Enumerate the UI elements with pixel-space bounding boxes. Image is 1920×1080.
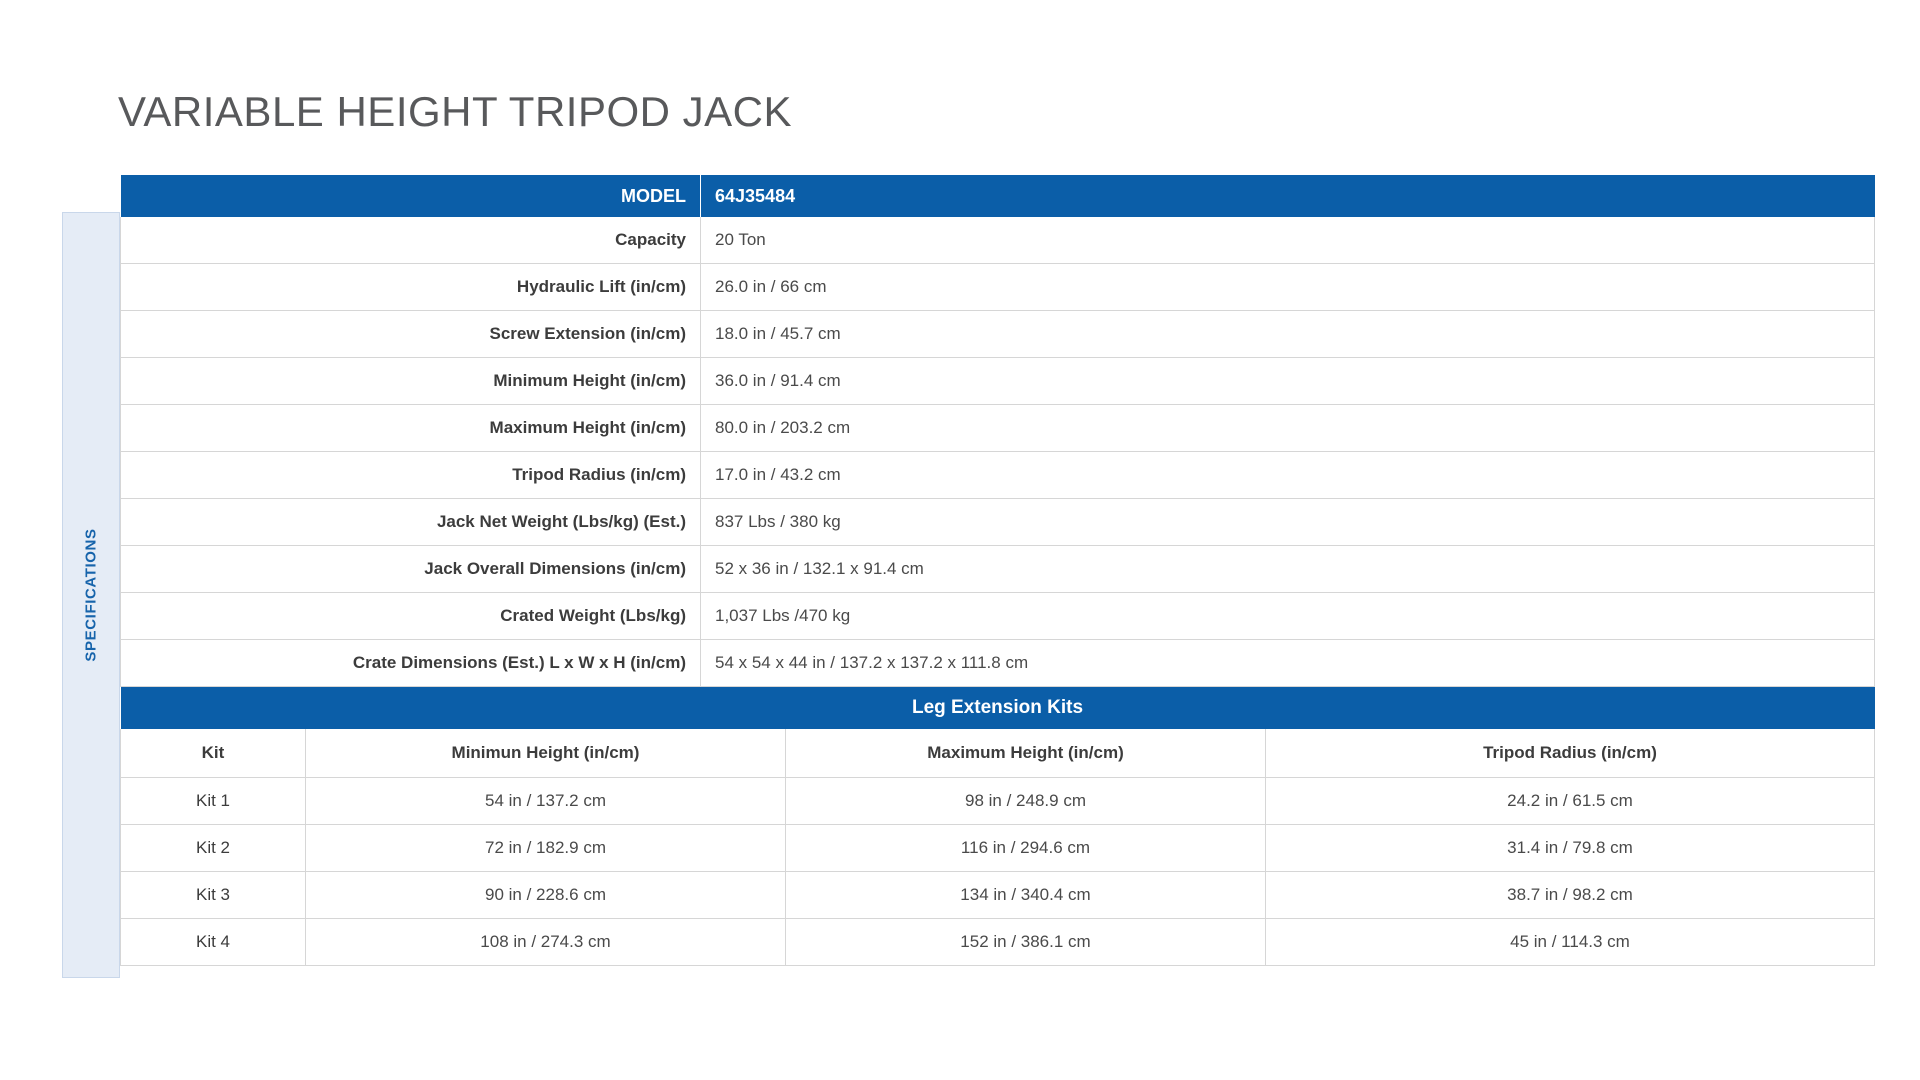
leg-extension-kits-header-row: [121, 687, 1875, 729]
kit-min-height: 72 in / 182.9 cm: [306, 825, 786, 872]
page-title: VARIABLE HEIGHT TRIPOD JACK: [118, 88, 792, 135]
table-row: [121, 872, 1875, 919]
kit-max-height: 134 in / 340.4 cm: [786, 872, 1266, 919]
kit-name: Kit 1: [121, 778, 306, 825]
kits-column-header-row: [121, 729, 1875, 778]
specifications-table-wrapper: [120, 175, 1875, 966]
spec-label: Tripod Radius (in/cm): [121, 452, 701, 499]
kit-tripod-radius: 31.4 in / 79.8 cm: [1266, 825, 1875, 872]
table-row: [121, 640, 1875, 687]
spec-value: 1,037 Lbs /470 kg: [701, 593, 1875, 640]
kit-max-height: 116 in / 294.6 cm: [786, 825, 1266, 872]
spec-label: Jack Net Weight (Lbs/kg) (Est.): [121, 499, 701, 546]
kit-name: Kit 3: [121, 872, 306, 919]
kit-name: Kit 2: [121, 825, 306, 872]
spec-value: 52 x 36 in / 132.1 x 91.4 cm: [701, 546, 1875, 593]
table-row: [121, 311, 1875, 358]
column-header-kit: Kit: [121, 729, 306, 778]
model-value: 64J35484: [701, 175, 1875, 217]
kit-name: Kit 4: [121, 919, 306, 966]
model-label: MODEL: [121, 175, 701, 217]
kit-tripod-radius: 45 in / 114.3 cm: [1266, 919, 1875, 966]
table-row: [121, 778, 1875, 825]
spec-value: 18.0 in / 45.7 cm: [701, 311, 1875, 358]
spec-label: Jack Overall Dimensions (in/cm): [121, 546, 701, 593]
table-row: [121, 825, 1875, 872]
spec-value: 20 Ton: [701, 217, 1875, 264]
table-row: [121, 217, 1875, 264]
kit-max-height: 152 in / 386.1 cm: [786, 919, 1266, 966]
column-header-min-height: Minimun Height (in/cm): [306, 729, 786, 778]
spec-label: Capacity: [121, 217, 701, 264]
kit-tripod-radius: 38.7 in / 98.2 cm: [1266, 872, 1875, 919]
column-header-tripod-radius: Tripod Radius (in/cm): [1266, 729, 1875, 778]
table-row: [121, 546, 1875, 593]
table-row: [121, 405, 1875, 452]
specifications-side-band: [62, 212, 120, 978]
specifications-table: [120, 175, 1875, 687]
table-row: [121, 919, 1875, 966]
kit-min-height: 54 in / 137.2 cm: [306, 778, 786, 825]
spec-value: 837 Lbs / 380 kg: [701, 499, 1875, 546]
spec-value: 80.0 in / 203.2 cm: [701, 405, 1875, 452]
spec-label: Maximum Height (in/cm): [121, 405, 701, 452]
table-row: [121, 452, 1875, 499]
spec-value: 54 x 54 x 44 in / 137.2 x 137.2 x 111.8 cm: [701, 640, 1875, 687]
spec-label: Crated Weight (Lbs/kg): [121, 593, 701, 640]
leg-extension-kits-body: [121, 687, 1875, 966]
table-row: [121, 593, 1875, 640]
model-row: [121, 175, 1875, 217]
specifications-side-band-label: SPECIFICATIONS: [82, 528, 100, 662]
spec-value: 36.0 in / 91.4 cm: [701, 358, 1875, 405]
kit-max-height: 98 in / 248.9 cm: [786, 778, 1266, 825]
kit-min-height: 90 in / 228.6 cm: [306, 872, 786, 919]
table-row: [121, 358, 1875, 405]
kit-tripod-radius: 24.2 in / 61.5 cm: [1266, 778, 1875, 825]
kit-min-height: 108 in / 274.3 cm: [306, 919, 786, 966]
table-row: [121, 264, 1875, 311]
spec-label: Hydraulic Lift (in/cm): [121, 264, 701, 311]
leg-extension-kits-table: [120, 687, 1875, 966]
spec-label: Crate Dimensions (Est.) L x W x H (in/cm): [121, 640, 701, 687]
specifications-table-body: [121, 175, 1875, 687]
spec-label: Screw Extension (in/cm): [121, 311, 701, 358]
spec-label: Minimum Height (in/cm): [121, 358, 701, 405]
spec-value: 26.0 in / 66 cm: [701, 264, 1875, 311]
spec-value: 17.0 in / 43.2 cm: [701, 452, 1875, 499]
table-row: [121, 499, 1875, 546]
column-header-max-height: Maximum Height (in/cm): [786, 729, 1266, 778]
leg-extension-kits-title: Leg Extension Kits: [121, 687, 1875, 729]
